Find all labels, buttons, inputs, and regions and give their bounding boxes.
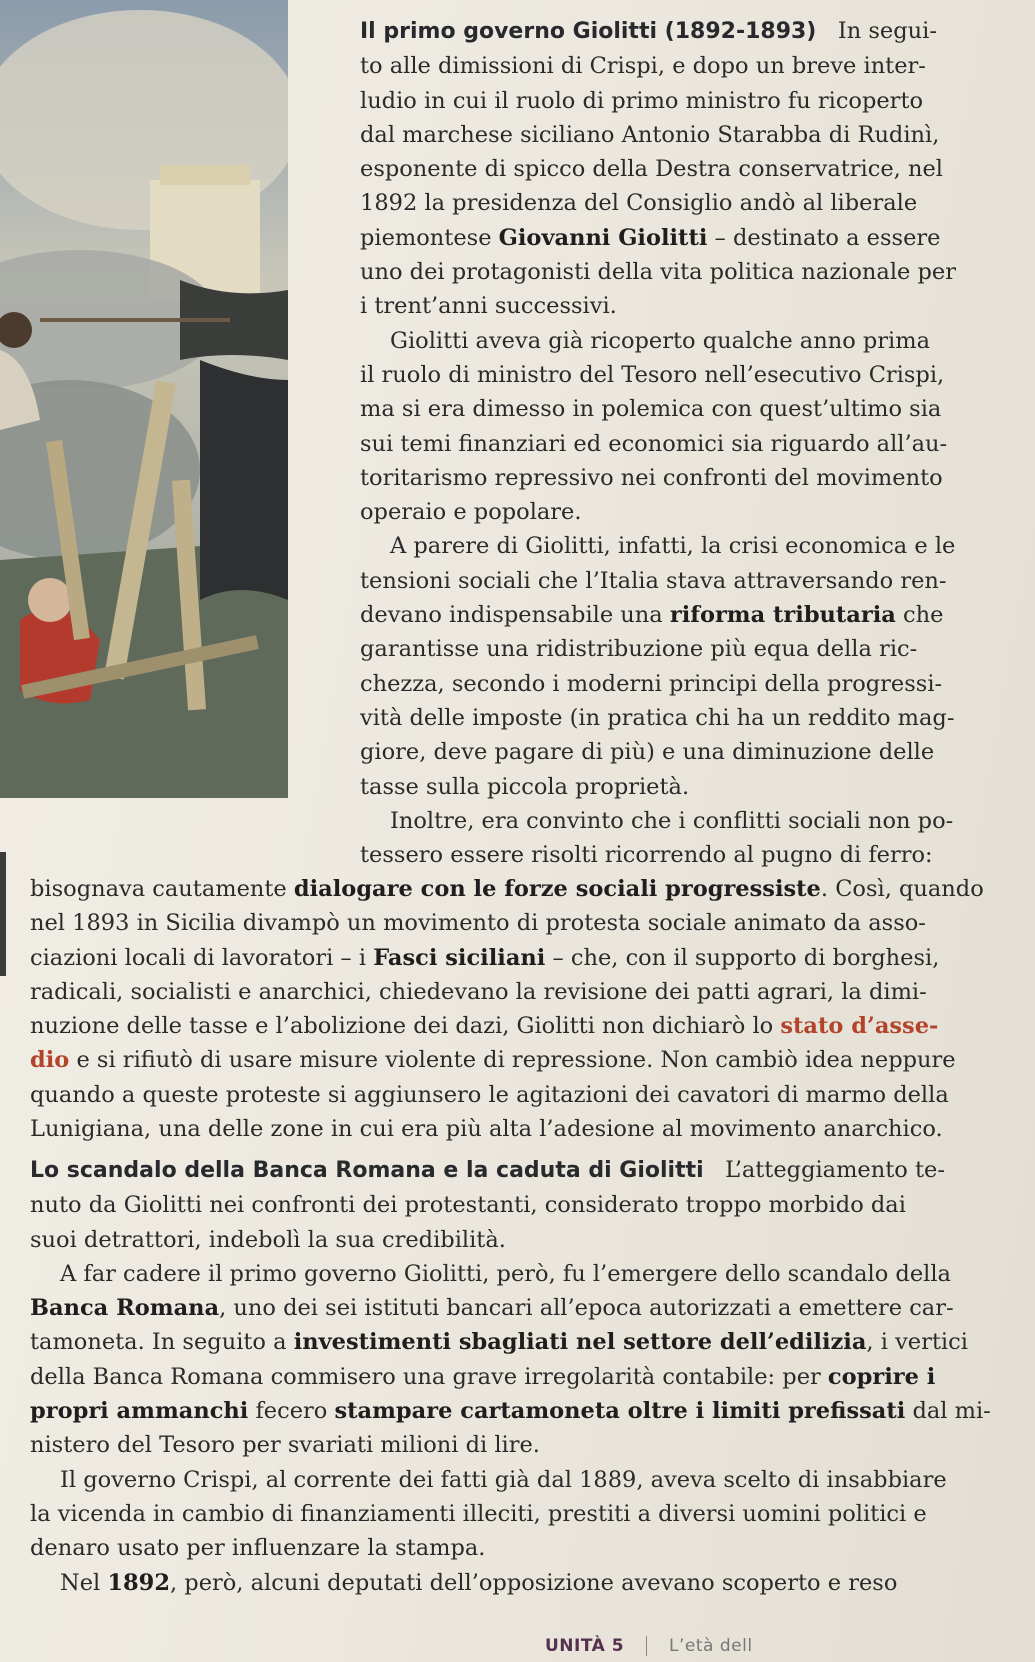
text-line: ma si era dimesso in polemica con quest’ultimo sia [360, 396, 942, 423]
text-line: A parere di Giolitti, infatti, la crisi economica e le [390, 533, 956, 560]
section-1-wide-column [30, 872, 984, 1146]
text-line: la vicenda in cambio di finanziamenti illeciti, prestiti a diversi uomini politici e [30, 1500, 927, 1527]
text-line: quando a queste proteste si aggiunsero le agitazioni dei cavatori di marmo della [30, 1081, 949, 1108]
text-line: i trent’anni successivi. [360, 293, 617, 320]
text-line: tensioni sociali che l’Italia stava attraversando ren- [360, 567, 947, 594]
text-line: propri ammanchi fecero stampare cartamoneta oltre i limiti prefissati dal mi- [30, 1398, 991, 1425]
text-line: tessero essere risolti ricorrendo al pugno di ferro: [360, 842, 933, 869]
text-line: giore, deve pagare di più) e una diminuzione delle [360, 739, 935, 766]
glossary-term[interactable]: dio [30, 1047, 70, 1074]
text-line: tasse sulla piccola proprietà. [360, 773, 690, 800]
text-line: uno dei protagonisti della vita politica nazionale per [360, 259, 956, 286]
text-line: radicali, socialisti e anarchici, chiedevano la revisione dei patti agrari, la dimi- [30, 978, 927, 1005]
text-line: Il governo Crispi, al corrente dei fatti già dal 1889, aveva scelto di insabbiare [60, 1466, 947, 1493]
text-line: ciazioni locali di lavoratori – i Fasci siciliani – che, con il supporto di borghesi, [30, 944, 940, 971]
text-line: Lunigiana, una delle zone in cui era più alta l’adesione al movimento anarchico. [30, 1116, 943, 1143]
text-line: Lo scandalo della Banca Romana e la caduta di Giolitti L’atteggiamento te- [30, 1157, 945, 1183]
text-line: toritarismo repressivo nei confronti del movimento [360, 464, 943, 491]
text-line: suoi detrattori, indebolì la sua credibilità. [30, 1226, 506, 1253]
page-footer [545, 1636, 753, 1656]
text-line: Banca Romana, uno dei sei istituti bancari all’epoca autorizzati a emettere car- [30, 1295, 954, 1322]
section-heading-2: Lo scandalo della Banca Romana e la caduta di Giolitti [30, 1158, 704, 1183]
section-2-column [30, 1153, 991, 1600]
historical-illustration [0, 0, 288, 798]
text-line: nistero del Tesoro per svariati milioni di lire. [30, 1432, 540, 1459]
unit-label: UNITÀ 5 [545, 1636, 625, 1656]
unit-title: L’età dell [669, 1636, 753, 1656]
text-line: dal marchese siciliano Antonio Starabba di Rudinì, [360, 121, 940, 148]
text-line: Nel 1892, però, alcuni deputati dell’opposizione avevano scoperto e reso [60, 1569, 898, 1596]
text-line: denaro usato per influenzare la stampa. [30, 1535, 486, 1562]
engraving-image [0, 0, 288, 798]
text-line: to alle dimissioni di Crispi, e dopo un breve inter- [360, 53, 926, 80]
text-line: sui temi finanziari ed economici sia riguardo all’au- [360, 430, 948, 457]
text-line: nuto da Giolitti nei confronti dei protestanti, considerato troppo morbido dai [30, 1192, 906, 1219]
text-line: nuzione delle tasse e l’abolizione dei dazi, Giolitti non dichiarò lo stato d’asse- [30, 1013, 939, 1040]
section-heading-1: Il primo governo Giolitti (1892-1893) [360, 19, 817, 44]
section-1-narrow-column [360, 14, 1000, 872]
text-line: della Banca Romana commisero una grave irregolarità contabile: per coprire i [30, 1363, 936, 1390]
text-line: esponente di spicco della Destra conservatrice, nel [360, 156, 943, 183]
text-line: vità delle imposte (in pratica chi ha un reddito mag- [360, 704, 955, 731]
text-line: 1892 la presidenza del Consiglio andò al liberale [360, 190, 918, 217]
footer-divider [646, 1636, 647, 1656]
text-line: bisognava cautamente dialogare con le forze sociali progressiste. Così, quando [30, 876, 984, 902]
text-line: chezza, secondo i moderni principi della progressi- [360, 670, 943, 697]
glossary-term[interactable]: stato d’asse- [780, 1013, 939, 1040]
text-line: Giolitti aveva già ricoperto qualche anno prima [390, 327, 930, 354]
text-line: operaio e popolare. [360, 499, 582, 526]
text-line: devano indispensabile una riforma tributaria che [360, 602, 944, 629]
text-line: dio e si rifiutò di usare misure violente di repressione. Non cambiò idea neppure [30, 1047, 956, 1074]
text-line: Inoltre, era convinto che i conflitti sociali non po- [390, 807, 954, 834]
text-line: piemontese Giovanni Giolitti – destinato a essere [360, 224, 941, 251]
text-line: nel 1893 in Sicilia divampò un movimento di protesta sociale animato da asso- [30, 910, 926, 937]
text-line: garantisse una ridistribuzione più equa della ric- [360, 636, 918, 663]
text-line: ludio in cui il ruolo di primo ministro fu ricoperto [360, 87, 924, 114]
text-line: il ruolo di ministro del Tesoro nell’esecutivo Crispi, [360, 361, 945, 388]
text-line: A far cadere il primo governo Giolitti, però, fu l’emergere dello scandalo della [60, 1260, 951, 1287]
text-line: tamoneta. In seguito a investimenti sbagliati nel settore dell’edilizia, i vertici [30, 1329, 968, 1356]
text-line: Il primo governo Giolitti (1892-1893) In segui- [360, 18, 937, 44]
margin-bar [0, 852, 6, 976]
